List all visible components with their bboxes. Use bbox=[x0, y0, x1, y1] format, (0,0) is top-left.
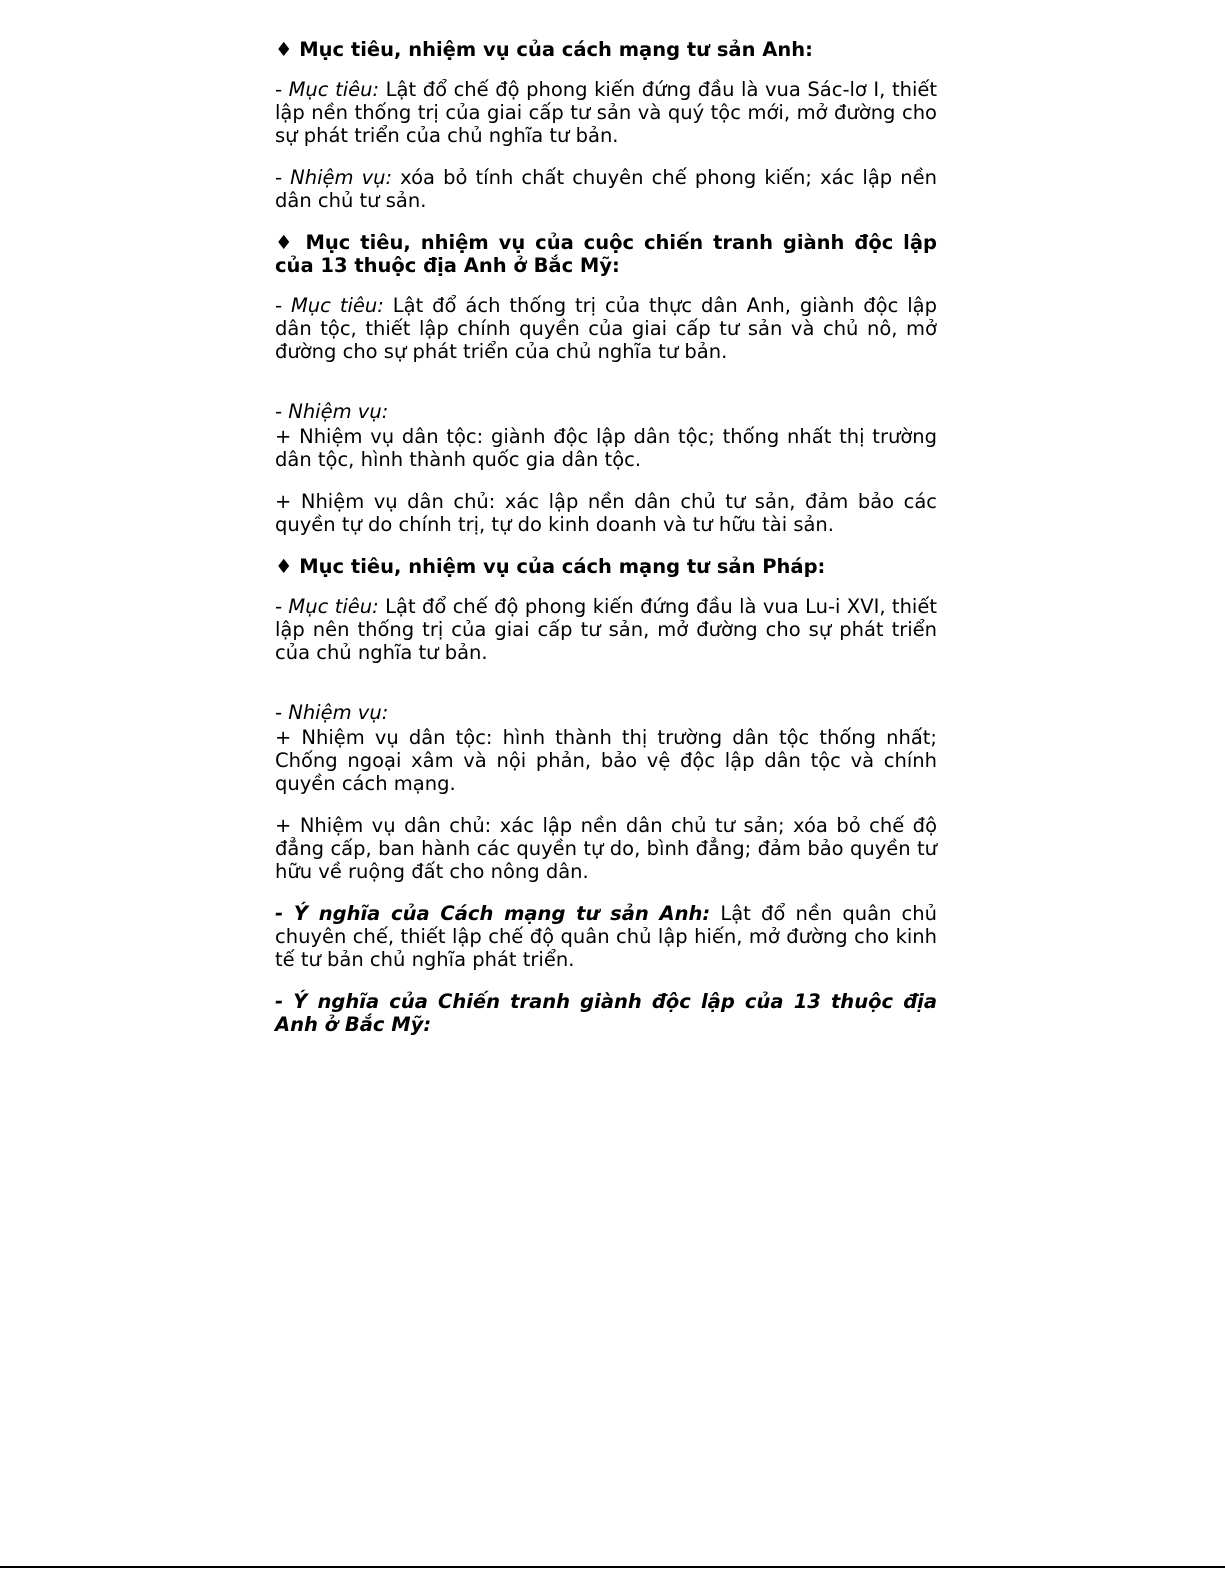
england-meaning-text: Lật đổ nền quân chủ chuyên chế, thiết lập chế độ quân chủ lập hiến, mở đường cho kinh tế tư bản chủ nghĩa phát triển. bbox=[275, 902, 937, 971]
england-goal-paragraph bbox=[275, 78, 937, 147]
america-task-national: + Nhiệm vụ dân tộc: giành độc lập dân tộc; thống nhất thị trường dân tộc, hình thành quốc gia dân tộc. bbox=[275, 425, 937, 471]
france-heading: ♦ Mục tiêu, nhiệm vụ của cách mạng tư sản Pháp: bbox=[275, 555, 826, 578]
france-goal-label: - Mục tiêu: bbox=[275, 595, 379, 618]
america-goal-text: Lật đổ ách thống trị của thực dân Anh, giành độc lập dân tộc, thiết lập chính quyền của giai cấp tư sản và chủ nô, mở đường cho sự phát triển của chủ nghĩa tư bản. bbox=[275, 294, 937, 363]
england-task-label: - Nhiệm vụ: bbox=[275, 166, 393, 189]
page-bottom-border bbox=[0, 1566, 1225, 1568]
england-heading: ♦ Mục tiêu, nhiệm vụ của cách mạng tư sản Anh: bbox=[275, 38, 813, 61]
america-meaning-label: - Ý nghĩa của Chiến tranh giành độc lập của 13 thuộc địa Anh ở Bắc Mỹ: bbox=[275, 990, 937, 1036]
france-goal-paragraph bbox=[275, 595, 937, 664]
america-task-label: - Nhiệm vụ: bbox=[275, 400, 389, 423]
england-meaning-label: - Ý nghĩa của Cách mạng tư sản Anh: bbox=[275, 902, 711, 925]
france-task-label: - Nhiệm vụ: bbox=[275, 701, 389, 724]
america-heading: ♦ Mục tiêu, nhiệm vụ của cuộc chiến tranh giành độc lập của 13 thuộc địa Anh ở Bắc Mỹ: bbox=[275, 231, 937, 277]
france-task-national: + Nhiệm vụ dân tộc: hình thành thị trường dân tộc thống nhất; Chống ngoại xâm và nội phản, bảo vệ độc lập dân tộc và chính quyền cách mạng. bbox=[275, 726, 937, 795]
document-page bbox=[275, 38, 937, 1036]
england-goal-text: Lật đổ chế độ phong kiến đứng đầu là vua Sác-lơ I, thiết lập nền thống trị của giai cấp tư sản và quý tộc mới, mở đường cho sự phát triển của chủ nghĩa tư bản. bbox=[275, 78, 938, 147]
america-task-democratic: + Nhiệm vụ dân chủ: xác lập nền dân chủ tư sản, đảm bảo các quyền tự do chính trị, tự do kinh doanh và tư hữu tài sản. bbox=[275, 490, 937, 536]
france-task-democratic: + Nhiệm vụ dân chủ: xác lập nền dân chủ tư sản; xóa bỏ chế độ đẳng cấp, ban hành các quyền tự do, bình đẳng; đảm bảo quyền tư hữu về ruộng đất cho nông dân. bbox=[275, 814, 937, 883]
america-goal-paragraph bbox=[275, 294, 937, 363]
england-meaning-paragraph bbox=[275, 902, 937, 971]
england-goal-label: - Mục tiêu: bbox=[275, 78, 380, 101]
england-task-text: xóa bỏ tính chất chuyên chế phong kiến; xác lập nền dân chủ tư sản. bbox=[275, 166, 937, 212]
england-task-paragraph bbox=[275, 166, 937, 212]
france-goal-text: Lật đổ chế độ phong kiến đứng đầu là vua Lu-i XVI, thiết lập nên thống trị của giai cấp tư sản, mở đường cho sự phát triển của chủ nghĩa tư bản. bbox=[275, 595, 937, 664]
america-goal-label: - Mục tiêu: bbox=[275, 294, 384, 317]
